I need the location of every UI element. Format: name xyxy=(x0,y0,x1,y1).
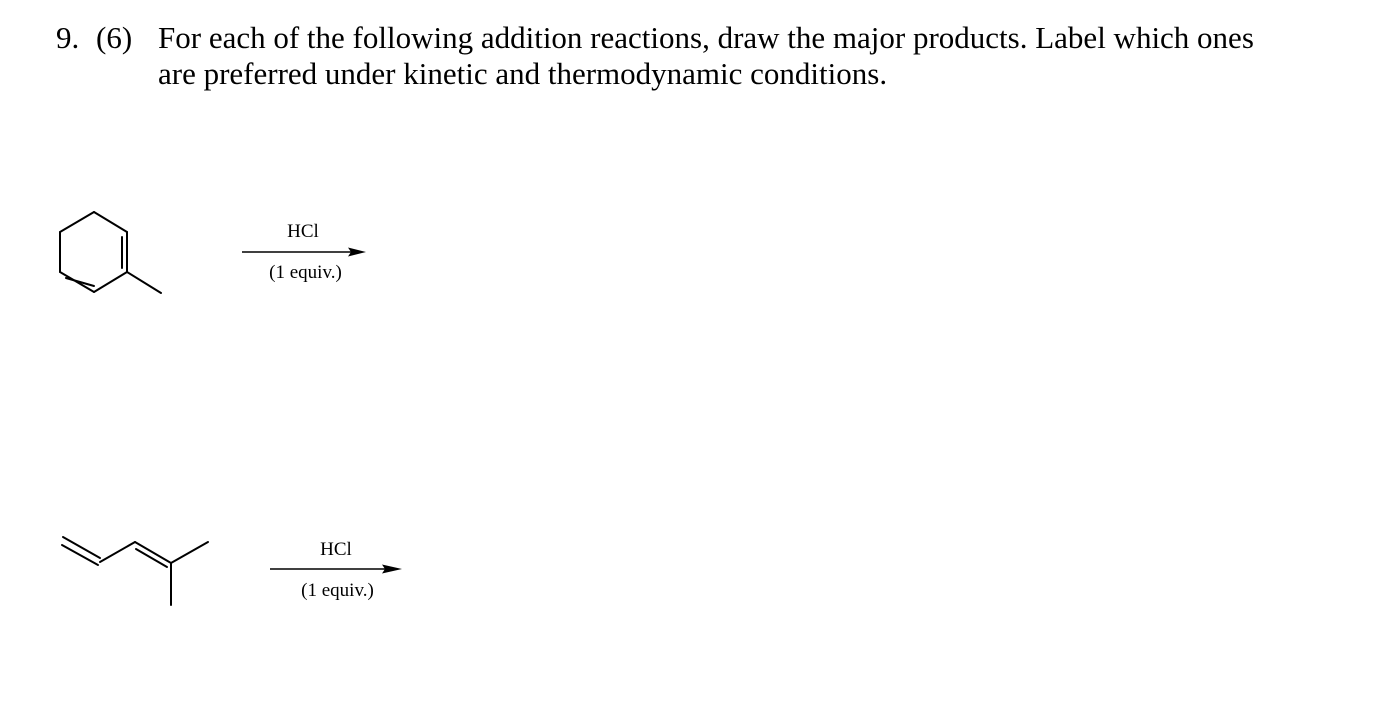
conditions-2: (1 equiv.) xyxy=(301,580,374,601)
reaction-arrow-2 xyxy=(268,561,408,577)
question-text-line-2: are preferred under kinetic and thermodynamic conditions. xyxy=(158,56,888,91)
question-text-line-1: For each of the following addition reactions, draw the major products. Label which ones xyxy=(158,20,1254,55)
reagent-hcl-2: HCl xyxy=(320,539,352,560)
question-text xyxy=(158,20,1348,92)
terminal-double-bond-b xyxy=(62,545,98,565)
methylpentadiene-structure xyxy=(0,0,240,640)
methyl-branch-1 xyxy=(171,542,208,563)
single-bond xyxy=(100,542,135,562)
question-number: 9. xyxy=(56,20,80,55)
reagent-hcl-1: HCl xyxy=(287,221,319,242)
conditions-1: (1 equiv.) xyxy=(269,262,342,283)
reaction-arrow-1 xyxy=(240,244,370,260)
question-points: (6) xyxy=(96,20,133,55)
